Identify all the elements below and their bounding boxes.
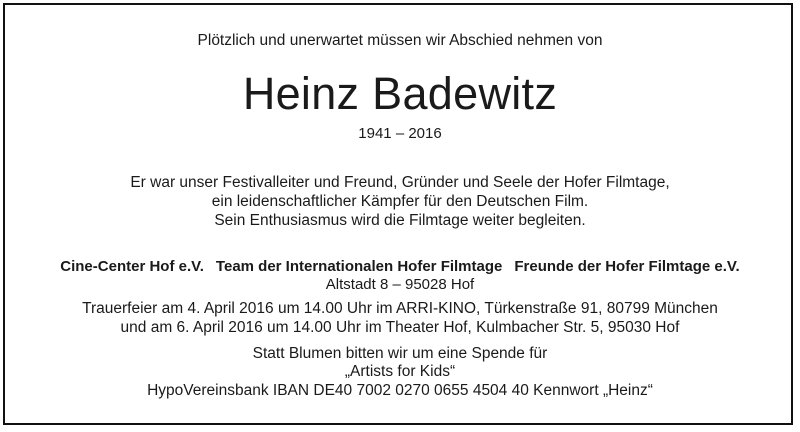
organization-name: Team der Internationalen Hofer Filmtage <box>215 258 503 275</box>
funeral-service-line: und am 6. April 2016 um 14.00 Uhr im Theater Hof, Kulmbacher Str. 5, 95030 Hof <box>120 319 680 336</box>
organization-name: Cine-Center Hof e.V. <box>60 258 204 275</box>
tribute-line: Er war unser Festivalleiter und Freund, Gründer und Seele der Hofer Filmtage, <box>130 174 670 191</box>
deceased-name: Heinz Badewitz <box>242 68 558 119</box>
address: Altstadt 8 – 95028 Hof <box>325 276 475 293</box>
life-years: 1941 – 2016 <box>358 125 442 142</box>
organization-name: Freunde der Hofer Filmtage e.V. <box>514 258 740 275</box>
organizations-row <box>0 257 800 277</box>
donation-line: HypoVereinsbank IBAN DE40 7002 0270 0655 4504 40 Kennwort „Heinz“ <box>147 382 653 399</box>
tribute-line: Sein Enthusiasmus wird die Filmtage weiter begleiten. <box>214 212 586 229</box>
intro-text: Plötzlich und unerwartet müssen wir Abschied nehmen von <box>197 32 603 49</box>
donation-line: Statt Blumen bitten wir um eine Spende für <box>252 345 548 362</box>
donation-line: „Artists for Kids“ <box>344 363 456 380</box>
funeral-service-line: Trauerfeier am 4. April 2016 um 14.00 Uhr im ARRI-KINO, Türkenstraße 91, 80799 München <box>82 300 718 317</box>
tribute-line: ein leidenschaftlicher Kämpfer für den Deutschen Film. <box>211 193 589 210</box>
